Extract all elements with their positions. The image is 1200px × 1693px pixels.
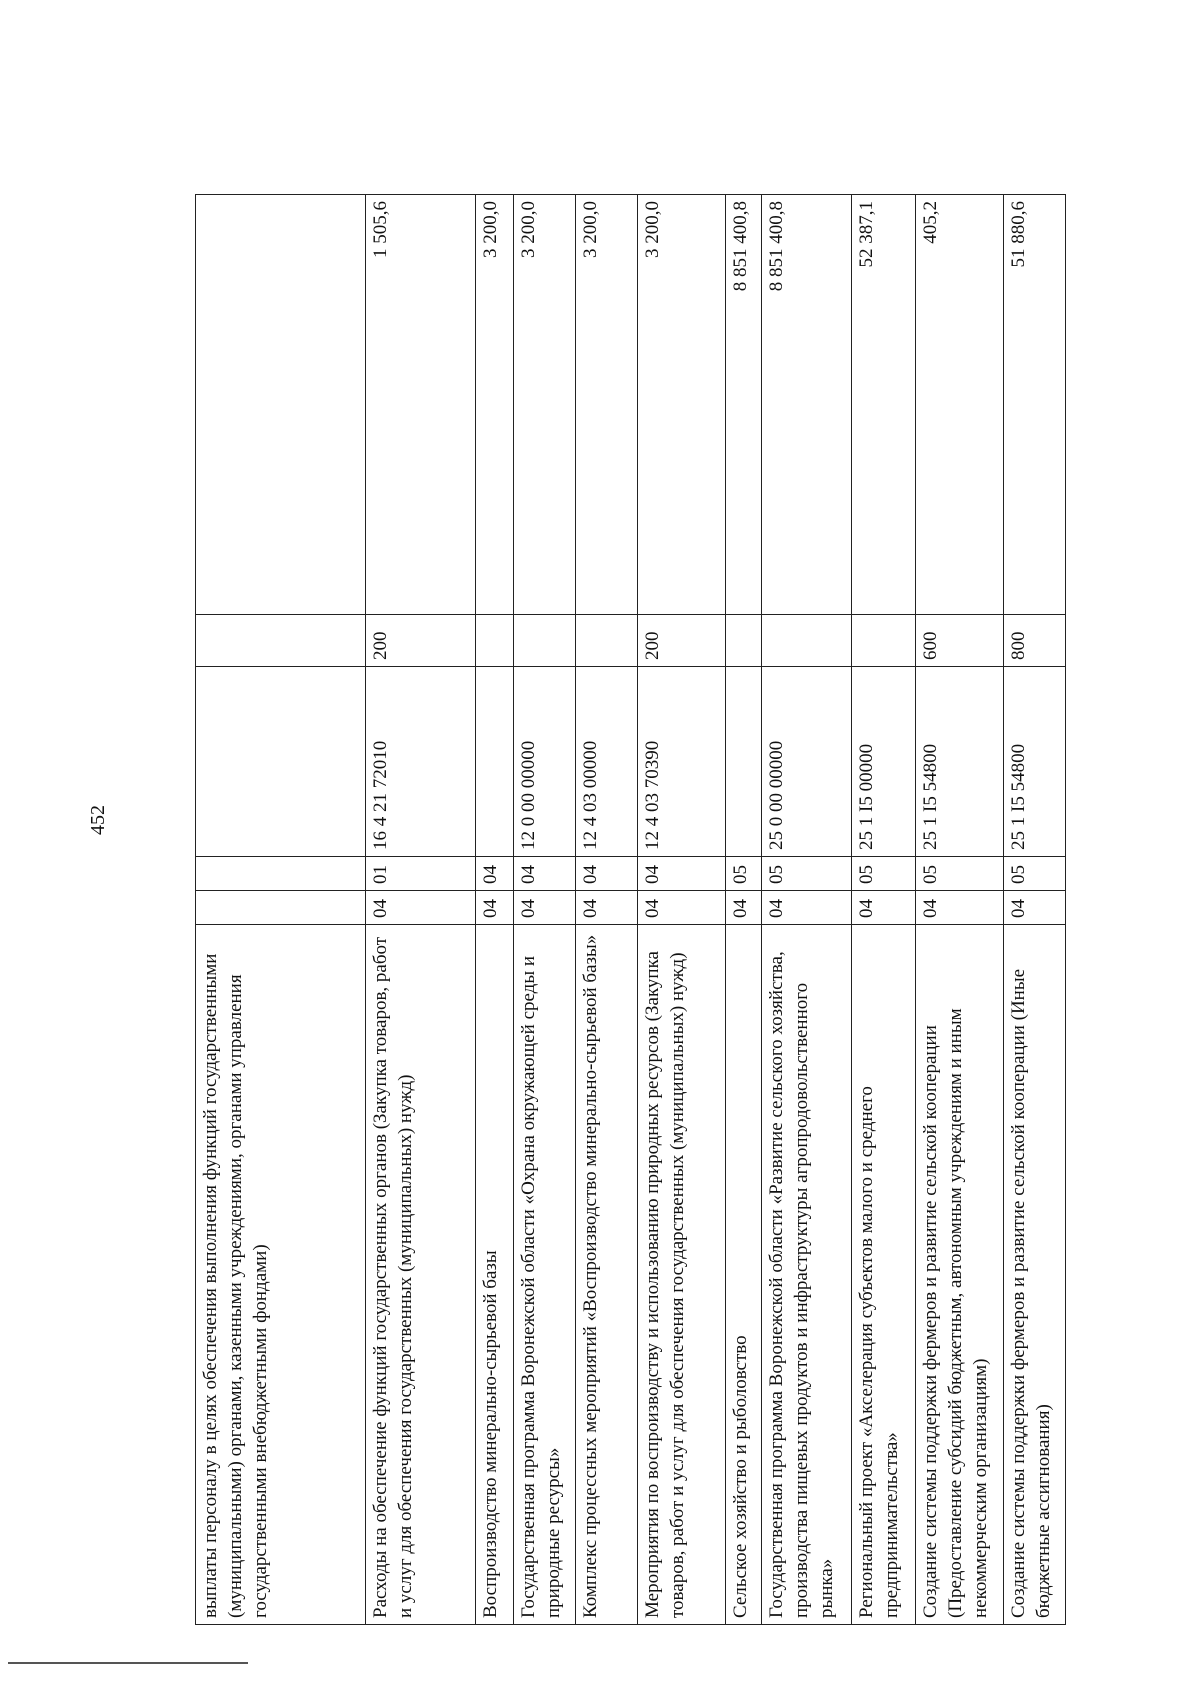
cell-target-article: 16 4 21 72010 — [366, 667, 476, 857]
cell-target-article: 25 1 I5 54800 — [916, 667, 1004, 857]
table-row — [1004, 195, 1066, 1625]
cell-section: 04 — [726, 891, 762, 925]
cell-section: 04 — [514, 891, 576, 925]
table-row — [196, 195, 366, 1625]
cell-target-article: 12 4 03 00000 — [576, 667, 638, 857]
page-number: 452 — [86, 805, 109, 835]
footer-rule — [8, 1662, 248, 1664]
table-row — [638, 195, 726, 1625]
cell-target-article — [726, 667, 762, 857]
cell-expense-type — [762, 615, 852, 667]
cell-amount: 51 880,6 — [1004, 195, 1066, 615]
cell-amount: 405,2 — [916, 195, 1004, 615]
cell-amount: 3 200,0 — [476, 195, 514, 615]
cell-expense-type — [476, 615, 514, 667]
rotated-table-container — [195, 195, 1200, 1625]
cell-subsection — [196, 857, 366, 891]
cell-target-article — [476, 667, 514, 857]
cell-name: Воспроизводство минерально-сырьевой базы — [476, 925, 514, 1625]
cell-target-article: 25 1 I5 54800 — [1004, 667, 1066, 857]
cell-section: 04 — [916, 891, 1004, 925]
cell-amount — [196, 195, 366, 615]
table-row — [476, 195, 514, 1625]
table-row — [916, 195, 1004, 1625]
cell-name: Создание системы поддержки фермеров и развитие сельской кооперации (Иные бюджетные ассигнования) — [1004, 925, 1066, 1625]
cell-expense-type: 200 — [366, 615, 476, 667]
cell-section: 04 — [852, 891, 916, 925]
cell-name: Комплекс процессных мероприятий «Воспроизводство минерально-сырьевой базы» — [576, 925, 638, 1625]
cell-expense-type — [576, 615, 638, 667]
cell-section: 04 — [476, 891, 514, 925]
cell-target-article — [196, 667, 366, 857]
cell-section: 04 — [366, 891, 476, 925]
cell-expense-type — [852, 615, 916, 667]
cell-expense-type: 600 — [916, 615, 1004, 667]
cell-amount: 8 851 400,8 — [726, 195, 762, 615]
cell-subsection: 04 — [576, 857, 638, 891]
table-row — [576, 195, 638, 1625]
cell-subsection: 05 — [726, 857, 762, 891]
cell-subsection: 05 — [762, 857, 852, 891]
budget-table — [195, 194, 1066, 1625]
cell-subsection: 04 — [476, 857, 514, 891]
cell-section: 04 — [576, 891, 638, 925]
cell-expense-type — [196, 615, 366, 667]
cell-name: Государственная программа Воронежской области «Охрана окружающей среды и природные ресурсы» — [514, 925, 576, 1625]
cell-target-article: 12 0 00 00000 — [514, 667, 576, 857]
cell-section: 04 — [1004, 891, 1066, 925]
cell-target-article: 25 1 I5 00000 — [852, 667, 916, 857]
cell-target-article: 12 4 03 70390 — [638, 667, 726, 857]
cell-name: Создание системы поддержки фермеров и развитие сельской кооперации (Предоставление субсидий бюджетным, автономным учреждениям и иным некоммерческим организациям) — [916, 925, 1004, 1625]
cell-amount: 3 200,0 — [576, 195, 638, 615]
table-row — [852, 195, 916, 1625]
cell-subsection: 04 — [514, 857, 576, 891]
cell-name: Сельское хозяйство и рыболовство — [726, 925, 762, 1625]
cell-amount: 3 200,0 — [514, 195, 576, 615]
cell-amount: 52 387,1 — [852, 195, 916, 615]
table-row — [514, 195, 576, 1625]
cell-name: Региональный проект «Акселерация субъектов малого и среднего предпринимательства» — [852, 925, 916, 1625]
cell-name: выплаты персоналу в целях обеспечения выполнения функций государственными (муниципальными) органами, казенными учреждениями, органами управления государственными внебюджетными фондами) — [196, 925, 366, 1625]
cell-expense-type — [726, 615, 762, 667]
cell-subsection: 05 — [916, 857, 1004, 891]
cell-expense-type: 800 — [1004, 615, 1066, 667]
budget-table-body — [196, 195, 1066, 1625]
cell-section: 04 — [638, 891, 726, 925]
cell-section — [196, 891, 366, 925]
table-row — [762, 195, 852, 1625]
cell-section: 04 — [762, 891, 852, 925]
table-row — [366, 195, 476, 1625]
cell-subsection: 01 — [366, 857, 476, 891]
cell-subsection: 05 — [852, 857, 916, 891]
cell-amount: 3 200,0 — [638, 195, 726, 615]
table-row — [726, 195, 762, 1625]
cell-name: Мероприятия по воспроизводству и использованию природных ресурсов (Закупка товаров, работ и услуг для обеспечения государственных (муниципальных) нужд) — [638, 925, 726, 1625]
cell-subsection: 04 — [638, 857, 726, 891]
cell-target-article: 25 0 00 00000 — [762, 667, 852, 857]
cell-subsection: 05 — [1004, 857, 1066, 891]
cell-expense-type: 200 — [638, 615, 726, 667]
cell-amount: 8 851 400,8 — [762, 195, 852, 615]
cell-expense-type — [514, 615, 576, 667]
cell-name: Расходы на обеспечение функций государственных органов (Закупка товаров, работ и услуг для обеспечения государственных (муниципальных) нужд) — [366, 925, 476, 1625]
cell-amount: 1 505,6 — [366, 195, 476, 615]
cell-name: Государственная программа Воронежской области «Развитие сельского хозяйства, производства пищевых продуктов и инфраструктуры агропродовольственного рынка» — [762, 925, 852, 1625]
